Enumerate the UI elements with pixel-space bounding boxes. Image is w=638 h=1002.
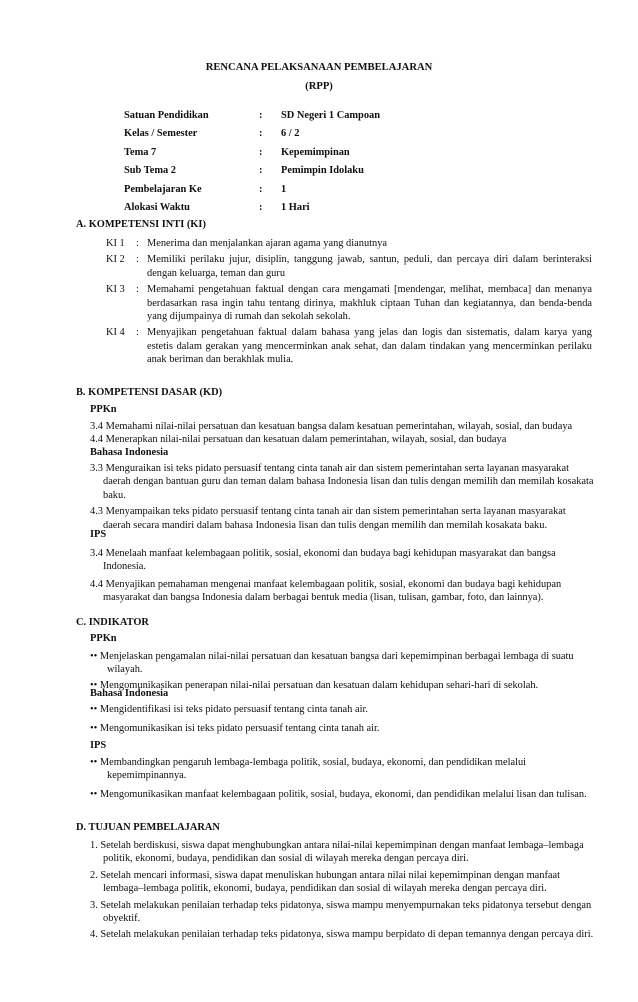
document-title: RENCANA PELAKSANAAN PEMBELAJARAN — [205, 62, 433, 73]
list-item: 3.3 Menguraikan isi teks pidato persuasif tentang cinta tanah air dan sistem pemerintahan serta layanan masyarakat daerah dengan bantuan guru dan teman dalam bahasa Indonesia lisan dan tulis dengan memilih dan memilah kosakata baku. — [90, 463, 594, 501]
indicator-ppkn-list — [90, 650, 595, 692]
ki-item: KI 4 : Menyajikan pengetahuan faktual dalam bahasa yang jelas dan logis dan sistematis, dalam karya yang estetis dalam gerakan yang mencerminkan anak sehat, dan dalam tindakan yang mencerminkan perilaku anak beriman dan berakhlak mulia. — [106, 327, 592, 366]
section-a-heading: A. KOMPETENSI INTI (KI) — [76, 219, 206, 230]
identity-row: Kelas / Semester : 6 / 2 — [124, 128, 300, 140]
document-subtitle: (RPP) — [305, 81, 333, 92]
section-c-heading: C. INDIKATOR — [76, 617, 149, 628]
indicator-bahasa-list — [90, 703, 595, 736]
list-item: 4. Setelah melakukan penilaian terhadap teks pidatonya, siswa mampu berpidato di depan temannya dengan percaya diri. — [90, 929, 594, 941]
list-item: •• Mengidentifikasi isi teks pidato persuasif tentang cinta tanah air. — [90, 704, 368, 715]
subject-bahasa-title: Bahasa Indonesia — [90, 688, 169, 699]
subject-bahasa-title: Bahasa Indonesia — [90, 447, 169, 458]
list-item: •• Menjelaskan pengamalan nilai-nilai persatuan dan kesatuan bangsa dari kepemimpinan berbagai lembaga di suatu wilayah. — [90, 651, 574, 676]
objectives-list — [90, 839, 595, 942]
ki-item: KI 2 : Memiliki perilaku jujur, disiplin, tanggung jawab, santun, peduli, dan percaya diri dalam berinteraksi dengan keluarga, teman dan guru — [106, 254, 592, 279]
subject-ips-title: IPS — [90, 740, 107, 751]
identity-table — [124, 110, 380, 220]
section-b-heading: B. KOMPETENSI DASAR (KD) — [76, 387, 223, 398]
list-item: 4.4 Menyajikan pemahaman mengenai manfaat kelembagaan politik, sosial, ekonomi dan budaya bagi kehidupan masyarakat dan bangsa Indonesia dalam berbagai bentuk media (lisan, tulisan, gambar, foto, dan lainnya). — [90, 578, 562, 604]
identity-row: Sub Tema 2 : Pemimpin Idolaku — [124, 165, 364, 177]
list-item: •• Membandingkan pengaruh lembaga-lembaga politik, sosial, budaya, ekonomi, dan pendidikan melalui kepemimpinannya. — [90, 757, 527, 782]
list-item: •• Mengomunikasikan isi teks pidato persuasif tentang cinta tanah air. — [90, 723, 380, 735]
section-d-heading: D. TUJUAN PEMBELAJARAN — [76, 822, 220, 833]
identity-row: Satuan Pendidikan : SD Negeri 1 Campoan — [124, 110, 380, 121]
list-item: 4.4 Menerapkan nilai-nilai persatuan dan kesatuan dalam pemerintahan, wilayah, sosial, dan budaya — [90, 434, 507, 446]
subject-ppkn-title: PPKn — [90, 404, 117, 415]
list-item: 3. Setelah melakukan penilaian terhadap teks pidatonya, siswa mampu menyempurnakan teks pidatonya tersebut dengan obyektif. — [90, 899, 592, 925]
subject-ips-title: IPS — [90, 529, 107, 540]
kd-ips-list — [90, 547, 595, 605]
identity-row: Tema 7 : Kepemimpinan — [124, 146, 350, 158]
ki-item: KI 3 : Memahami pengetahuan faktual dengan cara mengamati [mendengar, melihat, membaca] dan menanya berdasarkan rasa ingin tahu tentang dirinya, makhluk ciptaan Tuhan dan kegiatannya, dan benda-benda yang dijumpainya di rumah dan sekolah sekolah. — [106, 284, 592, 323]
list-item: 3.4 Menelaah manfaat kelembagaan politik, sosial, ekonomi dan budaya bagi kehidupan masyarakat dan bangsa Indonesia. — [90, 548, 556, 573]
identity-row: Pembelajaran Ke : 1 — [124, 183, 287, 195]
ki-item: KI 1 : Menerima dan menjalankan ajaran agama yang dianutnya — [106, 238, 388, 249]
kd-ppkn-list — [90, 420, 595, 447]
subject-ppkn-title: PPKn — [90, 633, 117, 644]
list-item: 1. Setelah berdiskusi, siswa dapat menghubungkan antara nilai-nilai kepemimpinan dengan manfaat lembaga–lembaga politik, ekonomi, budaya, pendidikan dan sosial di wilayah mereka dengan percaya diri. — [90, 840, 584, 865]
list-item: •• Mengomunikasikan penerapan nilai-nilai persatuan dan kesatuan dalam kehidupan sehari-hari di sekolah. — [90, 679, 539, 691]
list-item: 2. Setelah mencari informasi, siswa dapat menuliskan hubungan antara nilai nilai kepemimpinan dengan manfaat lembaga–lembaga politik, ekonomi, budaya, pendidikan dan sosial di wilayah mereka dengan percaya diri. — [90, 869, 561, 895]
indicator-ips-list — [90, 756, 595, 801]
identity-row: Alokasi Waktu : 1 Hari — [124, 201, 310, 213]
list-item: 3.4 Memahami nilai-nilai persatuan dan kesatuan bangsa dalam kesatuan pemerintahan, wilayah, sosial, dan budaya — [90, 421, 573, 432]
list-item: 4.3 Menyampaikan teks pidato persuasif tentang cinta tanah air dan sistem pemerintahan serta layanan masyarakat daerah secara mandiri dalam bahasa Indonesia lisan dan tulis dengan memilih dan memilah kosakata baku. — [90, 506, 566, 531]
kd-bahasa-list — [90, 462, 595, 532]
list-item: •• Mengomunikasikan manfaat kelembagaan politik, sosial, budaya, ekonomi, dan pendidikan melalui lisan dan tulisan. — [90, 788, 587, 800]
